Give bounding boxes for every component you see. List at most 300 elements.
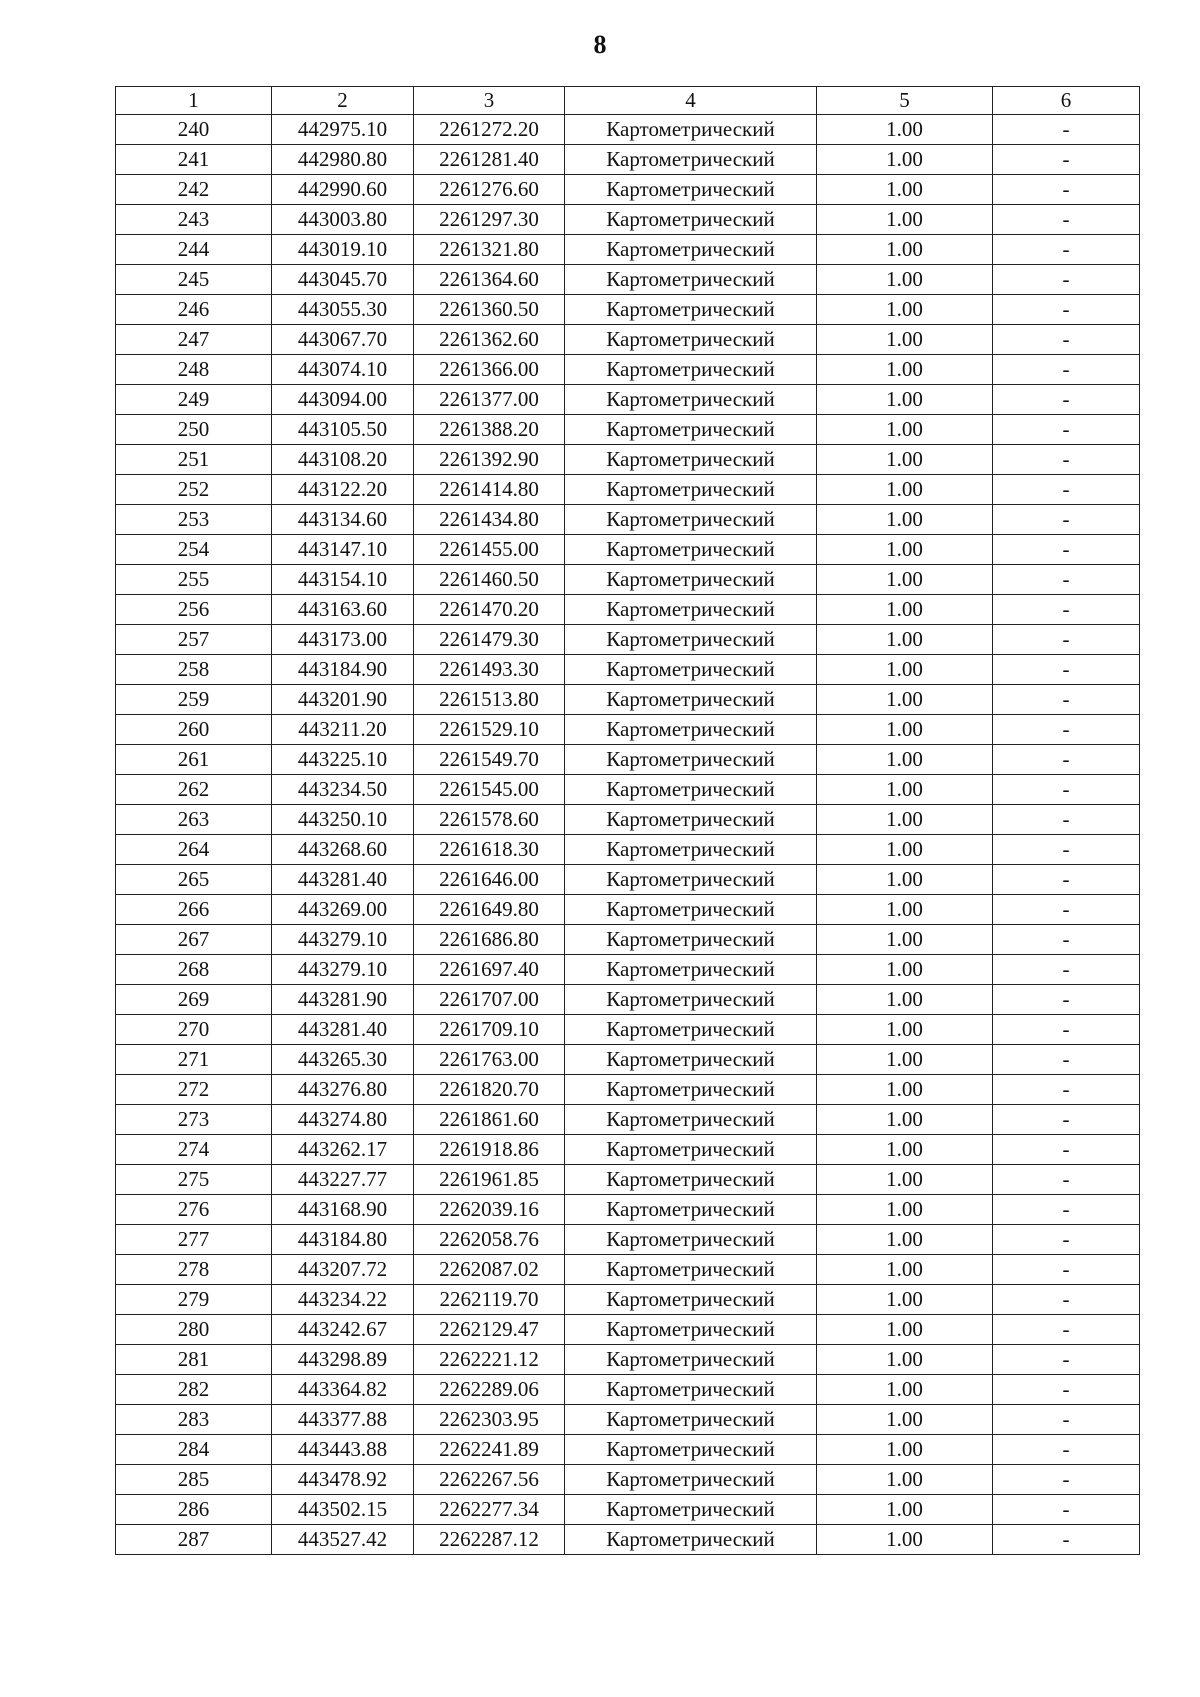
cell-point-number: 286 bbox=[116, 1495, 272, 1525]
cell-method: Картометрический bbox=[565, 1255, 817, 1285]
cell-y-coordinate: 2262119.70 bbox=[414, 1285, 565, 1315]
cell-method: Картометрический bbox=[565, 685, 817, 715]
cell-method: Картометрический bbox=[565, 475, 817, 505]
cell-x-coordinate: 443207.72 bbox=[272, 1255, 414, 1285]
cell-note: - bbox=[993, 1045, 1140, 1075]
cell-point-number: 284 bbox=[116, 1435, 272, 1465]
cell-point-number: 287 bbox=[116, 1525, 272, 1555]
cell-y-coordinate: 2261918.86 bbox=[414, 1135, 565, 1165]
cell-x-coordinate: 443443.88 bbox=[272, 1435, 414, 1465]
cell-precision: 1.00 bbox=[817, 1345, 993, 1375]
cell-x-coordinate: 443225.10 bbox=[272, 745, 414, 775]
cell-note: - bbox=[993, 235, 1140, 265]
cell-method: Картометрический bbox=[565, 1165, 817, 1195]
cell-x-coordinate: 443250.10 bbox=[272, 805, 414, 835]
cell-note: - bbox=[993, 1375, 1140, 1405]
cell-y-coordinate: 2261364.60 bbox=[414, 265, 565, 295]
cell-precision: 1.00 bbox=[817, 385, 993, 415]
cell-note: - bbox=[993, 1285, 1140, 1315]
cell-y-coordinate: 2261961.85 bbox=[414, 1165, 565, 1195]
cell-y-coordinate: 2261707.00 bbox=[414, 985, 565, 1015]
cell-method: Картометрический bbox=[565, 955, 817, 985]
cell-precision: 1.00 bbox=[817, 925, 993, 955]
table-row bbox=[116, 925, 1140, 955]
cell-note: - bbox=[993, 385, 1140, 415]
cell-method: Картометрический bbox=[565, 505, 817, 535]
cell-y-coordinate: 2262277.34 bbox=[414, 1495, 565, 1525]
cell-x-coordinate: 443108.20 bbox=[272, 445, 414, 475]
cell-x-coordinate: 443105.50 bbox=[272, 415, 414, 445]
cell-precision: 1.00 bbox=[817, 805, 993, 835]
cell-note: - bbox=[993, 1345, 1140, 1375]
cell-y-coordinate: 2261545.00 bbox=[414, 775, 565, 805]
table-row bbox=[116, 745, 1140, 775]
cell-method: Картометрический bbox=[565, 805, 817, 835]
table-row bbox=[116, 1525, 1140, 1555]
cell-x-coordinate: 443003.80 bbox=[272, 205, 414, 235]
cell-point-number: 264 bbox=[116, 835, 272, 865]
cell-precision: 1.00 bbox=[817, 265, 993, 295]
cell-point-number: 258 bbox=[116, 655, 272, 685]
cell-point-number: 260 bbox=[116, 715, 272, 745]
table-row bbox=[116, 295, 1140, 325]
column-header-3: 3 bbox=[414, 87, 565, 115]
cell-precision: 1.00 bbox=[817, 625, 993, 655]
cell-method: Картометрический bbox=[565, 1465, 817, 1495]
cell-precision: 1.00 bbox=[817, 505, 993, 535]
cell-precision: 1.00 bbox=[817, 1375, 993, 1405]
cell-method: Картометрический bbox=[565, 205, 817, 235]
cell-point-number: 256 bbox=[116, 595, 272, 625]
table-row bbox=[116, 715, 1140, 745]
cell-note: - bbox=[993, 1225, 1140, 1255]
cell-point-number: 257 bbox=[116, 625, 272, 655]
table-row bbox=[116, 1075, 1140, 1105]
cell-note: - bbox=[993, 325, 1140, 355]
cell-y-coordinate: 2261646.00 bbox=[414, 865, 565, 895]
cell-point-number: 277 bbox=[116, 1225, 272, 1255]
cell-point-number: 254 bbox=[116, 535, 272, 565]
cell-point-number: 278 bbox=[116, 1255, 272, 1285]
cell-y-coordinate: 2261362.60 bbox=[414, 325, 565, 355]
cell-point-number: 266 bbox=[116, 895, 272, 925]
table-row bbox=[116, 655, 1140, 685]
cell-note: - bbox=[993, 115, 1140, 145]
cell-precision: 1.00 bbox=[817, 985, 993, 1015]
cell-note: - bbox=[993, 205, 1140, 235]
cell-note: - bbox=[993, 535, 1140, 565]
cell-x-coordinate: 443234.50 bbox=[272, 775, 414, 805]
table-row bbox=[116, 805, 1140, 835]
cell-note: - bbox=[993, 565, 1140, 595]
column-header-4: 4 bbox=[565, 87, 817, 115]
table-row bbox=[116, 115, 1140, 145]
cell-precision: 1.00 bbox=[817, 1165, 993, 1195]
column-header-5: 5 bbox=[817, 87, 993, 115]
cell-note: - bbox=[993, 595, 1140, 625]
cell-x-coordinate: 443147.10 bbox=[272, 535, 414, 565]
cell-note: - bbox=[993, 715, 1140, 745]
cell-note: - bbox=[993, 925, 1140, 955]
table-row bbox=[116, 1195, 1140, 1225]
cell-method: Картометрический bbox=[565, 1285, 817, 1315]
column-header-6: 6 bbox=[993, 87, 1140, 115]
cell-method: Картометрический bbox=[565, 115, 817, 145]
cell-method: Картометрический bbox=[565, 385, 817, 415]
cell-y-coordinate: 2262129.47 bbox=[414, 1315, 565, 1345]
cell-x-coordinate: 443055.30 bbox=[272, 295, 414, 325]
cell-method: Картометрический bbox=[565, 355, 817, 385]
cell-method: Картометрический bbox=[565, 865, 817, 895]
cell-x-coordinate: 443527.42 bbox=[272, 1525, 414, 1555]
cell-method: Картометрический bbox=[565, 1495, 817, 1525]
cell-point-number: 265 bbox=[116, 865, 272, 895]
cell-method: Картометрический bbox=[565, 715, 817, 745]
cell-precision: 1.00 bbox=[817, 445, 993, 475]
cell-x-coordinate: 443122.20 bbox=[272, 475, 414, 505]
cell-precision: 1.00 bbox=[817, 325, 993, 355]
cell-y-coordinate: 2261686.80 bbox=[414, 925, 565, 955]
cell-precision: 1.00 bbox=[817, 235, 993, 265]
cell-note: - bbox=[993, 415, 1140, 445]
cell-method: Картометрический bbox=[565, 775, 817, 805]
cell-y-coordinate: 2261493.30 bbox=[414, 655, 565, 685]
cell-method: Картометрический bbox=[565, 535, 817, 565]
page-number: 8 bbox=[593, 30, 607, 59]
cell-y-coordinate: 2261709.10 bbox=[414, 1015, 565, 1045]
header-row bbox=[116, 87, 1140, 115]
cell-point-number: 252 bbox=[116, 475, 272, 505]
cell-point-number: 262 bbox=[116, 775, 272, 805]
cell-method: Картометрический bbox=[565, 565, 817, 595]
cell-y-coordinate: 2261820.70 bbox=[414, 1075, 565, 1105]
cell-method: Картометрический bbox=[565, 445, 817, 475]
table-row bbox=[116, 955, 1140, 985]
cell-x-coordinate: 443281.90 bbox=[272, 985, 414, 1015]
cell-y-coordinate: 2262287.12 bbox=[414, 1525, 565, 1555]
cell-method: Картометрический bbox=[565, 1225, 817, 1255]
table-row bbox=[116, 265, 1140, 295]
cell-precision: 1.00 bbox=[817, 835, 993, 865]
cell-point-number: 250 bbox=[116, 415, 272, 445]
cell-precision: 1.00 bbox=[817, 415, 993, 445]
column-header-1: 1 bbox=[116, 87, 272, 115]
cell-method: Картометрический bbox=[565, 145, 817, 175]
table-row bbox=[116, 1465, 1140, 1495]
cell-point-number: 253 bbox=[116, 505, 272, 535]
cell-precision: 1.00 bbox=[817, 1285, 993, 1315]
table-row bbox=[116, 1225, 1140, 1255]
table-row bbox=[116, 235, 1140, 265]
cell-y-coordinate: 2261618.30 bbox=[414, 835, 565, 865]
cell-point-number: 281 bbox=[116, 1345, 272, 1375]
table-row bbox=[116, 445, 1140, 475]
cell-note: - bbox=[993, 175, 1140, 205]
cell-note: - bbox=[993, 865, 1140, 895]
cell-y-coordinate: 2261392.90 bbox=[414, 445, 565, 475]
cell-method: Картометрический bbox=[565, 1375, 817, 1405]
cell-note: - bbox=[993, 655, 1140, 685]
cell-method: Картометрический bbox=[565, 925, 817, 955]
cell-point-number: 271 bbox=[116, 1045, 272, 1075]
cell-y-coordinate: 2261513.80 bbox=[414, 685, 565, 715]
cell-precision: 1.00 bbox=[817, 685, 993, 715]
cell-y-coordinate: 2261297.30 bbox=[414, 205, 565, 235]
cell-y-coordinate: 2262221.12 bbox=[414, 1345, 565, 1375]
cell-point-number: 246 bbox=[116, 295, 272, 325]
cell-x-coordinate: 443281.40 bbox=[272, 865, 414, 895]
table-body bbox=[116, 115, 1140, 1555]
cell-x-coordinate: 443163.60 bbox=[272, 595, 414, 625]
table-row bbox=[116, 505, 1140, 535]
cell-precision: 1.00 bbox=[817, 1435, 993, 1465]
cell-precision: 1.00 bbox=[817, 1225, 993, 1255]
cell-x-coordinate: 443276.80 bbox=[272, 1075, 414, 1105]
cell-y-coordinate: 2262058.76 bbox=[414, 1225, 565, 1255]
cell-precision: 1.00 bbox=[817, 1135, 993, 1165]
cell-x-coordinate: 443279.10 bbox=[272, 955, 414, 985]
cell-precision: 1.00 bbox=[817, 1255, 993, 1285]
cell-note: - bbox=[993, 1105, 1140, 1135]
cell-y-coordinate: 2261276.60 bbox=[414, 175, 565, 205]
cell-x-coordinate: 443094.00 bbox=[272, 385, 414, 415]
cell-precision: 1.00 bbox=[817, 145, 993, 175]
table-row bbox=[116, 985, 1140, 1015]
cell-y-coordinate: 2261414.80 bbox=[414, 475, 565, 505]
cell-method: Картометрический bbox=[565, 1075, 817, 1105]
table-row bbox=[116, 1045, 1140, 1075]
cell-y-coordinate: 2261366.00 bbox=[414, 355, 565, 385]
cell-point-number: 269 bbox=[116, 985, 272, 1015]
cell-method: Картометрический bbox=[565, 325, 817, 355]
cell-y-coordinate: 2262289.06 bbox=[414, 1375, 565, 1405]
cell-precision: 1.00 bbox=[817, 1405, 993, 1435]
cell-precision: 1.00 bbox=[817, 1075, 993, 1105]
cell-method: Картометрический bbox=[565, 985, 817, 1015]
table-row bbox=[116, 685, 1140, 715]
cell-x-coordinate: 443377.88 bbox=[272, 1405, 414, 1435]
cell-y-coordinate: 2262039.16 bbox=[414, 1195, 565, 1225]
table-row bbox=[116, 325, 1140, 355]
cell-note: - bbox=[993, 895, 1140, 925]
cell-note: - bbox=[993, 625, 1140, 655]
cell-precision: 1.00 bbox=[817, 715, 993, 745]
cell-y-coordinate: 2261321.80 bbox=[414, 235, 565, 265]
cell-x-coordinate: 443269.00 bbox=[272, 895, 414, 925]
cell-method: Картометрический bbox=[565, 595, 817, 625]
cell-method: Картометрический bbox=[565, 1105, 817, 1135]
cell-precision: 1.00 bbox=[817, 1495, 993, 1525]
table-row bbox=[116, 145, 1140, 175]
cell-note: - bbox=[993, 445, 1140, 475]
cell-point-number: 261 bbox=[116, 745, 272, 775]
cell-y-coordinate: 2262267.56 bbox=[414, 1465, 565, 1495]
cell-x-coordinate: 443184.80 bbox=[272, 1225, 414, 1255]
cell-point-number: 279 bbox=[116, 1285, 272, 1315]
cell-note: - bbox=[993, 1255, 1140, 1285]
cell-method: Картометрический bbox=[565, 1345, 817, 1375]
cell-precision: 1.00 bbox=[817, 1195, 993, 1225]
cell-y-coordinate: 2262241.89 bbox=[414, 1435, 565, 1465]
table-row bbox=[116, 385, 1140, 415]
cell-point-number: 267 bbox=[116, 925, 272, 955]
cell-y-coordinate: 2261529.10 bbox=[414, 715, 565, 745]
table-row bbox=[116, 1315, 1140, 1345]
cell-x-coordinate: 443265.30 bbox=[272, 1045, 414, 1075]
cell-x-coordinate: 443134.60 bbox=[272, 505, 414, 535]
cell-point-number: 274 bbox=[116, 1135, 272, 1165]
table-row bbox=[116, 1255, 1140, 1285]
cell-method: Картометрический bbox=[565, 895, 817, 925]
cell-note: - bbox=[993, 1075, 1140, 1105]
table-row bbox=[116, 775, 1140, 805]
table-row bbox=[116, 205, 1140, 235]
cell-y-coordinate: 2261763.00 bbox=[414, 1045, 565, 1075]
table-row bbox=[116, 625, 1140, 655]
cell-y-coordinate: 2261281.40 bbox=[414, 145, 565, 175]
cell-point-number: 275 bbox=[116, 1165, 272, 1195]
cell-precision: 1.00 bbox=[817, 1465, 993, 1495]
cell-point-number: 273 bbox=[116, 1105, 272, 1135]
cell-x-coordinate: 443211.20 bbox=[272, 715, 414, 745]
table-row bbox=[116, 895, 1140, 925]
cell-precision: 1.00 bbox=[817, 865, 993, 895]
cell-method: Картометрический bbox=[565, 295, 817, 325]
table-row bbox=[116, 1165, 1140, 1195]
cell-note: - bbox=[993, 505, 1140, 535]
cell-precision: 1.00 bbox=[817, 595, 993, 625]
cell-note: - bbox=[993, 1135, 1140, 1165]
table-row bbox=[116, 865, 1140, 895]
cell-point-number: 242 bbox=[116, 175, 272, 205]
cell-point-number: 270 bbox=[116, 1015, 272, 1045]
cell-x-coordinate: 443364.82 bbox=[272, 1375, 414, 1405]
cell-note: - bbox=[993, 475, 1140, 505]
table-row bbox=[116, 1375, 1140, 1405]
cell-precision: 1.00 bbox=[817, 175, 993, 205]
cell-note: - bbox=[993, 265, 1140, 295]
cell-point-number: 247 bbox=[116, 325, 272, 355]
cell-note: - bbox=[993, 1435, 1140, 1465]
cell-method: Картометрический bbox=[565, 235, 817, 265]
cell-point-number: 268 bbox=[116, 955, 272, 985]
cell-point-number: 243 bbox=[116, 205, 272, 235]
table-row bbox=[116, 1105, 1140, 1135]
cell-method: Картометрический bbox=[565, 1405, 817, 1435]
cell-method: Картометрический bbox=[565, 415, 817, 445]
cell-precision: 1.00 bbox=[817, 115, 993, 145]
cell-x-coordinate: 443268.60 bbox=[272, 835, 414, 865]
cell-x-coordinate: 443201.90 bbox=[272, 685, 414, 715]
cell-point-number: 248 bbox=[116, 355, 272, 385]
cell-precision: 1.00 bbox=[817, 745, 993, 775]
cell-method: Картометрический bbox=[565, 1195, 817, 1225]
cell-y-coordinate: 2261388.20 bbox=[414, 415, 565, 445]
cell-note: - bbox=[993, 1015, 1140, 1045]
cell-note: - bbox=[993, 1315, 1140, 1345]
coordinates-table bbox=[115, 86, 1140, 1555]
cell-point-number: 259 bbox=[116, 685, 272, 715]
cell-point-number: 244 bbox=[116, 235, 272, 265]
cell-note: - bbox=[993, 985, 1140, 1015]
cell-y-coordinate: 2261479.30 bbox=[414, 625, 565, 655]
cell-method: Картометрический bbox=[565, 175, 817, 205]
cell-point-number: 245 bbox=[116, 265, 272, 295]
cell-method: Картометрический bbox=[565, 1015, 817, 1045]
cell-note: - bbox=[993, 1465, 1140, 1495]
cell-x-coordinate: 443281.40 bbox=[272, 1015, 414, 1045]
cell-precision: 1.00 bbox=[817, 1015, 993, 1045]
cell-point-number: 282 bbox=[116, 1375, 272, 1405]
cell-x-coordinate: 442980.80 bbox=[272, 145, 414, 175]
cell-point-number: 255 bbox=[116, 565, 272, 595]
cell-note: - bbox=[993, 1525, 1140, 1555]
cell-x-coordinate: 443173.00 bbox=[272, 625, 414, 655]
cell-precision: 1.00 bbox=[817, 1525, 993, 1555]
cell-y-coordinate: 2261470.20 bbox=[414, 595, 565, 625]
cell-x-coordinate: 443154.10 bbox=[272, 565, 414, 595]
table-header bbox=[116, 87, 1140, 115]
cell-y-coordinate: 2261861.60 bbox=[414, 1105, 565, 1135]
cell-note: - bbox=[993, 295, 1140, 325]
cell-precision: 1.00 bbox=[817, 955, 993, 985]
cell-point-number: 263 bbox=[116, 805, 272, 835]
table-row bbox=[116, 415, 1140, 445]
cell-note: - bbox=[993, 1165, 1140, 1195]
cell-x-coordinate: 443168.90 bbox=[272, 1195, 414, 1225]
cell-precision: 1.00 bbox=[817, 205, 993, 235]
table-row bbox=[116, 1135, 1140, 1165]
cell-x-coordinate: 443184.90 bbox=[272, 655, 414, 685]
cell-point-number: 251 bbox=[116, 445, 272, 475]
cell-method: Картометрический bbox=[565, 655, 817, 685]
cell-x-coordinate: 443298.89 bbox=[272, 1345, 414, 1375]
cell-x-coordinate: 443279.10 bbox=[272, 925, 414, 955]
cell-x-coordinate: 443074.10 bbox=[272, 355, 414, 385]
cell-note: - bbox=[993, 955, 1140, 985]
cell-x-coordinate: 442990.60 bbox=[272, 175, 414, 205]
table-row bbox=[116, 1345, 1140, 1375]
cell-x-coordinate: 443227.77 bbox=[272, 1165, 414, 1195]
cell-method: Картометрический bbox=[565, 1315, 817, 1345]
cell-x-coordinate: 443478.92 bbox=[272, 1465, 414, 1495]
cell-method: Картометрический bbox=[565, 1525, 817, 1555]
cell-precision: 1.00 bbox=[817, 475, 993, 505]
column-header-2: 2 bbox=[272, 87, 414, 115]
cell-note: - bbox=[993, 685, 1140, 715]
cell-y-coordinate: 2261434.80 bbox=[414, 505, 565, 535]
table-row bbox=[116, 595, 1140, 625]
cell-note: - bbox=[993, 805, 1140, 835]
cell-x-coordinate: 443242.67 bbox=[272, 1315, 414, 1345]
cell-note: - bbox=[993, 745, 1140, 775]
cell-point-number: 241 bbox=[116, 145, 272, 175]
cell-precision: 1.00 bbox=[817, 775, 993, 805]
table-row bbox=[116, 475, 1140, 505]
cell-x-coordinate: 442975.10 bbox=[272, 115, 414, 145]
cell-method: Картометрический bbox=[565, 745, 817, 775]
cell-point-number: 249 bbox=[116, 385, 272, 415]
cell-note: - bbox=[993, 145, 1140, 175]
cell-y-coordinate: 2261455.00 bbox=[414, 535, 565, 565]
cell-y-coordinate: 2261460.50 bbox=[414, 565, 565, 595]
cell-precision: 1.00 bbox=[817, 895, 993, 925]
cell-precision: 1.00 bbox=[817, 295, 993, 325]
table-row bbox=[116, 1495, 1140, 1525]
cell-y-coordinate: 2261649.80 bbox=[414, 895, 565, 925]
table-row bbox=[116, 1435, 1140, 1465]
table-row bbox=[116, 1285, 1140, 1315]
